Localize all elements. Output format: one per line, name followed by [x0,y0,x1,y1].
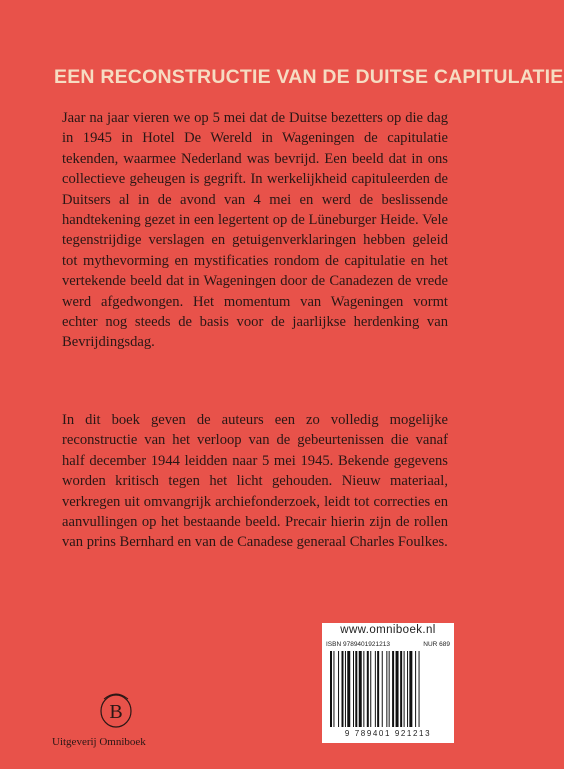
barcode-bar [377,651,379,727]
barcode-bar [363,651,364,727]
barcode-bar [330,651,332,727]
publisher-logo-icon [84,691,148,731]
barcode-bar [409,651,412,727]
barcode-bar [389,651,390,727]
barcode-bar [347,651,350,727]
nur-code: NUR 689 [423,641,450,648]
barcode-bar [375,651,376,727]
barcode-bar [386,651,387,727]
barcode-box [322,623,454,743]
barcode-bar [396,651,399,727]
publisher-logo-letter: B [109,701,123,723]
blurb-paragraph-1: Jaar na jaar vieren we op 5 mei dat de Duitse bezetters op die dag in 1945 in Hotel De Wereld in Wageningen de capitulatie tekenden, waarmee Nederland was bevrijd. Een beeld dat in ons collectieve geheugen is gegrift. In werkelijkheid capituleerden de Duitsers al in de avond van 4 mei en werd de beslissende handtekening gezet in een legertent op de Lüneburger Heide. Vele tegenstrijdige verslagen en getuigenverklaringen hebben geleid tot mythevorming en mystificaties rondom de capitulatie en het vertekende beeld dat in Wageningen door de Canadezen de vrede werd afgedwongen. Het momentum van Wageningen vormt echter nog steeds de basis voor de jaarlijkse herdenking van Bevrijdingsdag. [62,110,448,351]
barcode-bar [345,651,346,727]
back-cover-heading: EEN RECONSTRUCTIE VAN DE DUITSE CAPITULATIE [54,66,564,88]
isbn-line [326,641,450,648]
barcode-bar [400,651,402,727]
barcode-digits: 9 789401 921213 [344,729,432,738]
barcode-bar [419,651,420,727]
barcode-bar [353,651,354,727]
barcode-bar [407,651,408,727]
barcode-bar [338,651,339,727]
publisher-url: www.omniboek.nl [340,624,436,636]
barcode-bar [359,651,362,727]
publisher-name: Uitgeverij Omniboek [52,736,146,748]
barcode-bar [370,651,371,727]
barcode-bar [355,651,357,727]
barcode-bar [415,651,416,727]
blurb-paragraph-2: In dit boek geven de auteurs een zo volledig mogelijke reconstructie van het verloop van de gebeurtenissen die vanaf half december 1944 leidden naar 5 mei 1945. Bekende gegevens worden kritisch tegen het licht gehouden. Nieuw materiaal, verkregen uit omvangrijk archiefonderzoek, leidt tot correcties en aanvullingen op het bestaande beeld. Precair hierin zijn de rollen van prins Bernhard en van de Canadese generaal Charles Foulkes. [62,412,448,551]
barcode-bar [333,651,334,727]
barcode-bar [367,651,369,727]
barcode-bar [382,651,383,727]
barcode-bar [392,651,394,727]
isbn-number: ISBN 9789401921213 [326,641,390,648]
barcode-icon [330,651,446,727]
barcode-bar [404,651,405,727]
barcode-bar [342,651,344,727]
